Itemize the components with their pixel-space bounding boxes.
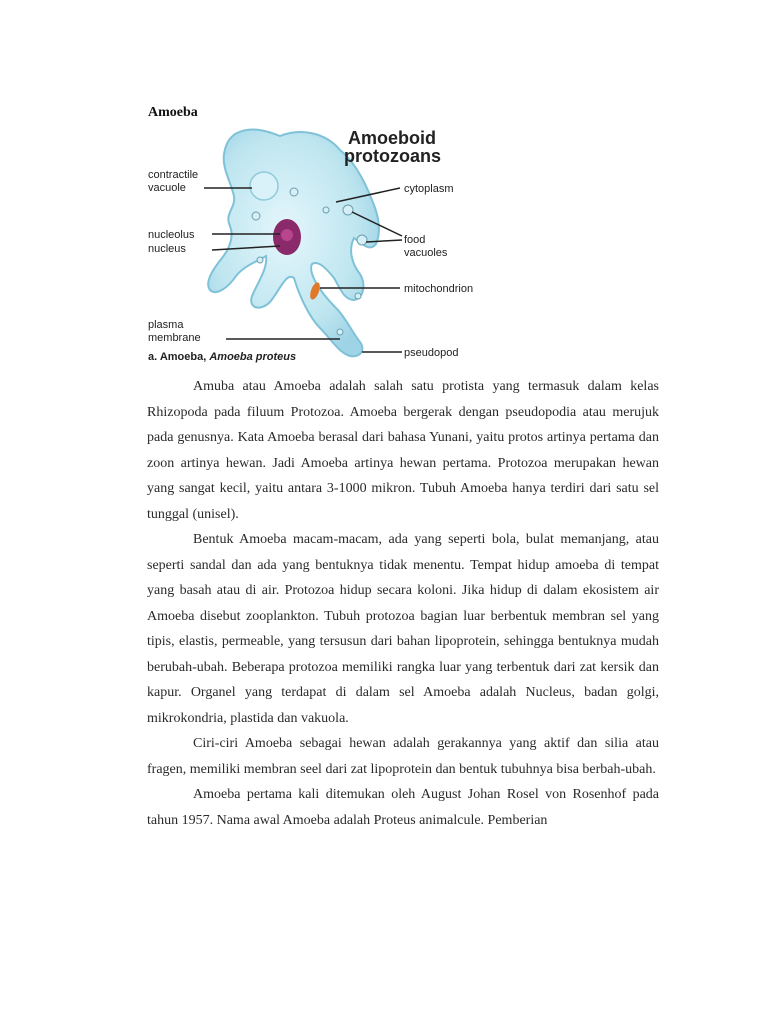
body-text — [147, 374, 659, 833]
granule-shape — [323, 207, 329, 213]
paragraph-1: Amuba atau Amoeba adalah salah satu protista yang termasuk dalam kelas Rhizopoda pada filuum Protozoa. Amoeba bergerak dengan pseudopodia atau merujuk pada genusnya. Kata Amoeba berasal dari bahasa Yunani, yaitu protos artinya pertama dan zoon artinya hewan. Jadi Amoeba artinya hewan pertama. Protozoa merupakan hewan yang sangat kecil, yaitu antara 3-1000 mikron. Tubuh Amoeba hanya terdiri dari satu sel tunggal (unisel). — [147, 379, 659, 522]
food-vacuole-shape — [357, 235, 367, 245]
granule-shape — [252, 212, 260, 220]
granule-shape — [337, 329, 343, 335]
caption-species: Amoeba proteus — [209, 351, 297, 363]
label-food: food — [404, 234, 426, 246]
granule-shape — [290, 188, 298, 196]
contractile-vacuole-shape — [250, 172, 278, 200]
label-vacuoles: vacuoles — [404, 247, 448, 259]
nucleolus-shape — [281, 229, 293, 241]
label-mitochondrion: mitochondrion — [404, 283, 474, 295]
label-vacuole: vacuole — [148, 182, 186, 194]
section-title: Amoeba — [148, 105, 198, 120]
figure-title-line2: protozoans — [344, 146, 441, 166]
granule-shape — [355, 293, 361, 299]
label-cytoplasm: cytoplasm — [404, 183, 454, 195]
granule-shape — [257, 257, 263, 263]
label-pseudopod: pseudopod — [404, 347, 459, 359]
figure-title-line1: Amoeboid — [348, 128, 436, 148]
amoeba-diagram — [140, 122, 512, 364]
label-nucleus: nucleus — [148, 243, 186, 255]
amoeba-illustration — [140, 122, 512, 364]
label-plasma: plasma — [148, 319, 184, 331]
label-membrane: membrane — [148, 332, 201, 344]
paragraph-4: Amoeba pertama kali ditemukan oleh August Johan Rosel von Rosenhof pada tahun 1957. Nama awal Amoeba adalah Proteus animalcule. Pemberian — [147, 787, 659, 828]
paragraph-2: Bentuk Amoeba macam-macam, ada yang seperti bola, bulat memanjang, atau seperti sandal dan ada yang bentuknya tidak menentu. Tempat hidup amoeba di tempat yang basah atau di air. Protozoa hidup secara koloni. Jika hidup di dalam ekosistem air Amoeba disebut zooplankton. Tubuh protozoa bagian luar berbentuk membran sel yang tipis, elastis, permeable, yang tersusun dari bahan lipoprotein, sehingga bentuknya mudah berubah-ubah. Beberapa protozoa memiliki rangka luar yang terbentuk dari zat kersik dan kapur. Organel yang terdapat di dalam sel Amoeba adalah Nucleus, badan golgi, mikrokondria, plastida dan vakuola. — [147, 532, 659, 726]
label-nucleolus: nucleolus — [148, 229, 195, 241]
label-contractile: contractile — [148, 169, 199, 181]
figure-caption — [148, 351, 296, 363]
paragraph-3: Ciri-ciri Amoeba sebagai hewan adalah gerakannya yang aktif dan silia atau fragen, memiliki membran seel dari zat lipoprotein dan bentuk tubuhnya bisa berbah-ubah. — [147, 736, 659, 777]
food-vacuole-shape — [343, 205, 353, 215]
caption-prefix: a. Amoeba, — [148, 351, 210, 363]
